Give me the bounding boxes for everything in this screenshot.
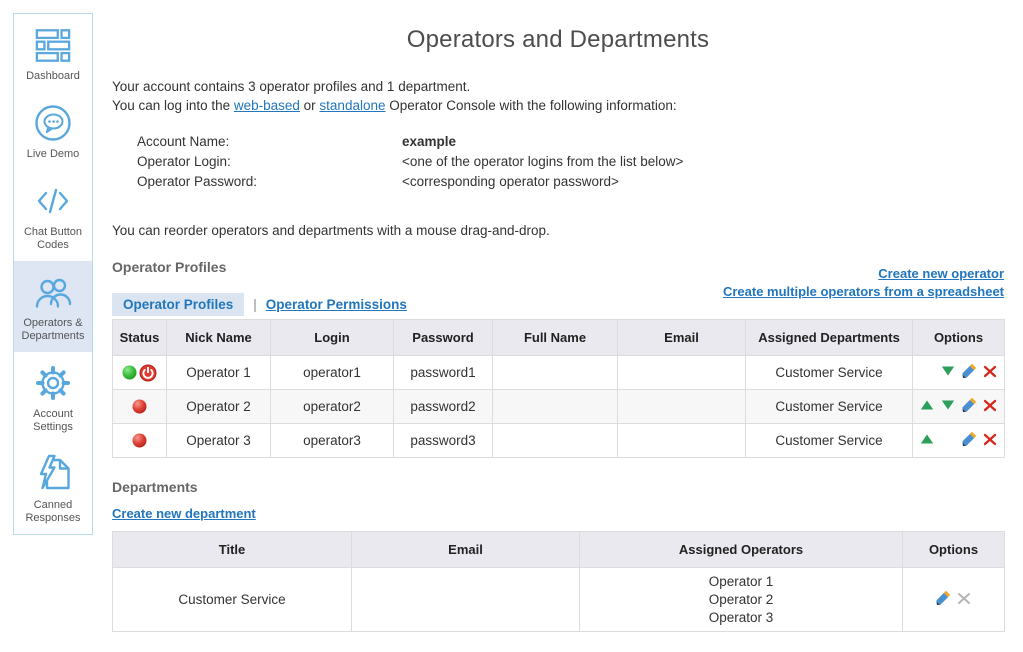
account-settings-icon xyxy=(16,362,90,404)
create-multiple-operators-link[interactable]: Create multiple operators from a spreadsheet xyxy=(722,284,1004,299)
full-name-cell xyxy=(493,424,618,458)
login-cell: operator1 xyxy=(271,356,394,390)
edit-operator-icon[interactable] xyxy=(959,397,980,416)
operators-table xyxy=(112,319,1005,458)
col-login: Login xyxy=(271,320,394,356)
sidebar xyxy=(13,13,93,535)
delete-operator-icon[interactable] xyxy=(980,433,1001,449)
operators-tabbar xyxy=(112,266,1004,319)
col-nick-name: Nick Name xyxy=(167,320,271,356)
nick-name-cell: Operator 2 xyxy=(167,390,271,424)
power-off-icon[interactable] xyxy=(139,364,157,382)
assigned-operator: Operator 2 xyxy=(708,591,774,607)
col-title: Title xyxy=(113,532,352,568)
sidebar-item-label: Operators & Departments xyxy=(21,317,85,342)
live-demo-icon xyxy=(16,102,90,144)
col-options: Options xyxy=(913,320,1005,356)
department-title-cell: Customer Service xyxy=(113,568,352,632)
move-down-icon[interactable] xyxy=(938,398,959,415)
departments-table-header-row xyxy=(113,532,1005,568)
col-options: Options xyxy=(903,532,1005,568)
options-cell xyxy=(903,568,1005,632)
create-new-department-link[interactable]: Create new department xyxy=(112,506,256,521)
reorder-note: You can reorder operators and departments with a mouse drag-and-drop. xyxy=(112,223,550,238)
full-name-cell xyxy=(493,390,618,424)
sidebar-item-operators-departments[interactable] xyxy=(14,261,92,352)
sidebar-item-account-settings[interactable] xyxy=(14,352,92,443)
delete-operator-icon[interactable] xyxy=(980,365,1001,381)
nick-name-cell: Operator 1 xyxy=(167,356,271,390)
password-cell: password2 xyxy=(394,390,493,424)
email-cell xyxy=(618,424,746,458)
operator-login-value: <one of the operator logins from the list below> xyxy=(402,154,684,169)
delete-department-disabled-icon xyxy=(954,592,975,608)
departments-table xyxy=(112,531,1005,632)
operators-departments-icon xyxy=(16,271,90,313)
account-name-value: example xyxy=(402,134,457,149)
chat-button-codes-icon xyxy=(16,180,90,222)
credential-row xyxy=(137,152,1004,172)
assigned-operator: Operator 3 xyxy=(708,609,774,625)
sidebar-item-label: Live Demo xyxy=(26,148,80,160)
status-cell xyxy=(113,356,167,390)
assigned-operator: Operator 1 xyxy=(708,573,774,589)
sidebar-item-live-demo[interactable] xyxy=(14,92,92,170)
sidebar-item-label: Dashboard xyxy=(26,70,80,82)
full-name-cell xyxy=(493,356,618,390)
col-assigned-operators: Assigned Operators xyxy=(580,532,903,568)
col-password: Password xyxy=(394,320,493,356)
login-info-line: You can log into the web-based or standalone Operator Console with the following information: xyxy=(112,98,677,113)
web-based-link[interactable]: web-based xyxy=(233,98,300,113)
status-online-icon xyxy=(122,365,137,380)
sidebar-item-label: Canned Responses xyxy=(25,499,81,524)
tab-separator: | xyxy=(253,297,257,312)
tab-operator-permissions[interactable]: Operator Permissions xyxy=(265,297,407,312)
sidebar-item-label: Account Settings xyxy=(33,408,73,433)
status-cell xyxy=(113,390,167,424)
edit-department-icon[interactable] xyxy=(933,590,954,609)
operator-row[interactable] xyxy=(113,356,1005,390)
departments-cell: Customer Service xyxy=(746,356,913,390)
move-up-icon[interactable] xyxy=(917,432,938,449)
operator-password-value: <corresponding operator password> xyxy=(402,174,619,189)
account-name-label: Account Name: xyxy=(137,134,230,149)
status-offline-icon xyxy=(132,399,147,414)
edit-operator-icon[interactable] xyxy=(959,363,980,382)
sidebar-item-chat-button-codes[interactable] xyxy=(14,170,92,261)
tab-operator-profiles[interactable]: Operator Profiles xyxy=(112,293,244,316)
email-cell xyxy=(618,390,746,424)
delete-operator-icon[interactable] xyxy=(980,399,1001,415)
operator-profiles-heading: Operator Profiles xyxy=(112,259,227,275)
sidebar-item-label: Chat Button Codes xyxy=(23,226,83,251)
department-email-cell xyxy=(352,568,580,632)
sidebar-item-dashboard[interactable] xyxy=(14,14,92,92)
move-down-icon[interactable] xyxy=(938,364,959,381)
options-cell xyxy=(913,390,1005,424)
canned-responses-icon xyxy=(16,453,90,495)
edit-operator-icon[interactable] xyxy=(959,431,980,450)
credential-row xyxy=(137,132,1004,152)
nick-name-cell: Operator 3 xyxy=(167,424,271,458)
account-summary-line: Your account contains 3 operator profiles and 1 department. xyxy=(112,79,471,94)
create-new-operator-link[interactable]: Create new operator xyxy=(878,266,1004,281)
operator-row[interactable] xyxy=(113,424,1005,458)
credentials-block xyxy=(137,132,1004,192)
operator-password-label: Operator Password: xyxy=(137,174,258,189)
operator-row[interactable] xyxy=(113,390,1005,424)
password-cell: password1 xyxy=(394,356,493,390)
password-cell: password3 xyxy=(394,424,493,458)
col-email: Email xyxy=(618,320,746,356)
options-cell xyxy=(913,356,1005,390)
departments-cell: Customer Service xyxy=(746,390,913,424)
email-cell xyxy=(618,356,746,390)
dashboard-icon xyxy=(16,24,90,66)
assigned-operators-cell xyxy=(580,568,903,632)
status-cell xyxy=(113,424,167,458)
login-cell: operator2 xyxy=(271,390,394,424)
col-status: Status xyxy=(113,320,167,356)
col-full-name: Full Name xyxy=(493,320,618,356)
credential-row xyxy=(137,172,1004,192)
main-content xyxy=(112,0,1004,632)
departments-cell: Customer Service xyxy=(746,424,913,458)
sidebar-item-canned-responses[interactable] xyxy=(14,443,92,534)
login-cell: operator3 xyxy=(271,424,394,458)
status-offline-icon xyxy=(132,433,147,448)
intro-text xyxy=(112,77,1004,115)
move-up-icon[interactable] xyxy=(917,398,938,415)
col-email: Email xyxy=(352,532,580,568)
standalone-link[interactable]: standalone xyxy=(319,98,386,113)
operators-table-header-row xyxy=(113,320,1005,356)
departments-heading: Departments xyxy=(112,479,198,495)
operator-login-label: Operator Login: xyxy=(137,154,231,169)
page-title: Operators and Departments xyxy=(406,26,710,53)
options-cell xyxy=(913,424,1005,458)
department-row[interactable] xyxy=(113,568,1005,632)
col-assigned-departments: Assigned Departments xyxy=(746,320,913,356)
